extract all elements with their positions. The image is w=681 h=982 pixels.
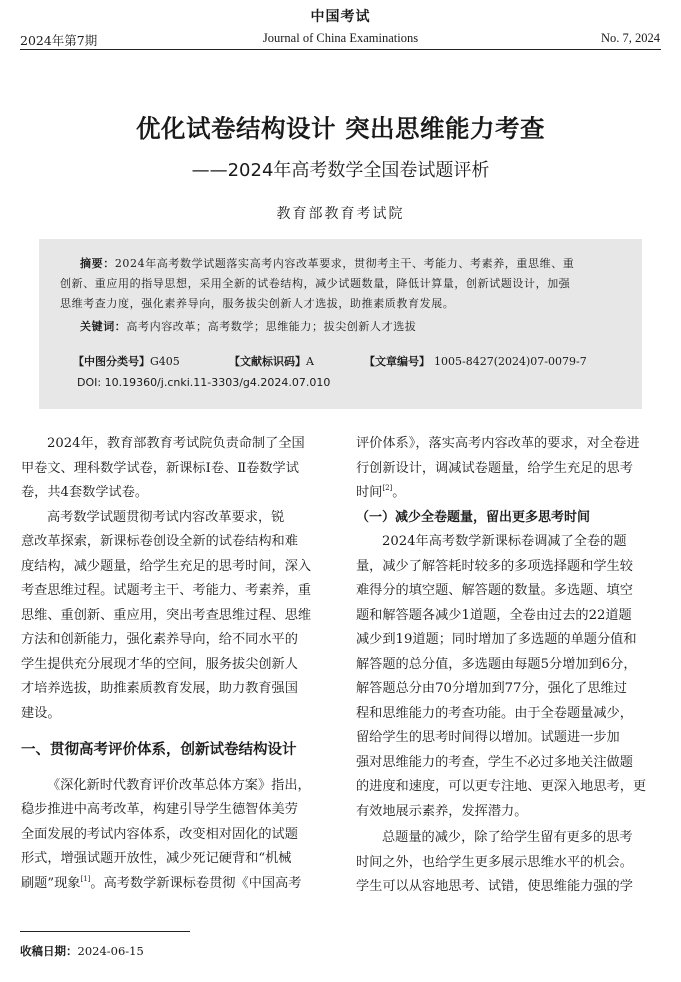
paragraph-line: 有效地展示素养，发挥潜力。 <box>356 803 528 819</box>
clc-value: G405 <box>150 355 180 368</box>
paragraph-text: 刷题”现象 <box>21 875 81 891</box>
keywords-line <box>80 318 416 336</box>
abstract-line: 创新、重应用的指导思想，采用全新的试卷结构，减少试题数量，降低计算量，创新试题设计，加强 <box>60 277 571 290</box>
abstract-line <box>80 255 574 273</box>
paragraph-line: 稳步推进中高考改革，构建引导学生德智体美劳 <box>21 802 298 817</box>
doc-code-field <box>229 353 314 369</box>
paragraph-text: 。 <box>392 485 406 500</box>
doc-code-value: A <box>306 355 314 368</box>
paragraph-line: 2024年，教育部教育考试院负责命制了全国 <box>47 436 305 451</box>
keywords-label: 关键词： <box>80 320 127 333</box>
article-title: 优化试卷结构设计 突出思维能力考查 <box>135 114 546 143</box>
paragraph-line <box>21 872 326 897</box>
paragraph-line: 强对思维能力的考查，学生不必过多地关注做题 <box>356 754 633 770</box>
paragraph-line <box>356 481 661 506</box>
header-divider <box>20 49 661 50</box>
paragraph-line: 意改革探索，新课标卷创设全新的试卷结构和难 <box>21 534 298 549</box>
article-number-field <box>364 353 587 369</box>
paragraph-line: 考查思维过程。试题考主干、考能力、考素养，重 <box>21 583 312 598</box>
paragraph-line: 总题量的减少，除了给学生留有更多的思考 <box>382 830 633 845</box>
paragraph-line: 行创新设计，调减试卷题量，给学生充足的思考 <box>356 460 633 476</box>
received-date-label: 收稿日期： <box>20 944 78 958</box>
paragraph-line: 方法和创新能力，强化素养导向，给不同水平的 <box>21 632 298 647</box>
doi-link[interactable]: DOI: 10.19360/j.cnki.11-3303/g4.2024.07.010 <box>77 376 331 389</box>
clc-label: 【中图分类号】 <box>73 355 150 368</box>
received-date <box>20 943 144 959</box>
paragraph-line: 的进度和速度，可以更专注地、更深入地思考，更 <box>356 779 647 794</box>
section-heading: 一、贯彻高考评价体系，创新试卷结构设计 <box>21 742 297 758</box>
paragraph-line: 建设。 <box>21 705 61 721</box>
received-date-value: 2024-06-15 <box>77 944 144 958</box>
paragraph-line: 高考数学试题贯彻考试内容改革要求，锐 <box>47 509 285 525</box>
clc-field <box>73 353 180 369</box>
paragraph-line: 减少到19道题；同时增加了多选题的单题分值和 <box>356 632 637 647</box>
paragraph-line: 程和思维能力的考查功能。由于全卷题量减少， <box>356 705 633 721</box>
paragraph-line: 甲卷文、理科数学试卷，新课标Ⅰ卷、Ⅱ卷数学试 <box>21 460 299 476</box>
paragraph-line: 难得分的填空题、解答题的数量。多选题、填空 <box>356 583 633 598</box>
issue-label-en: No. 7, 2024 <box>600 31 660 45</box>
paragraph-line: 留给学生的思考时间得以增加。试题进一步加 <box>356 730 620 745</box>
paragraph-line: 量，减少了解答耗时较多的多项选择题和学生较 <box>356 558 633 574</box>
article-number-label: 【文章编号】 <box>364 355 430 368</box>
paragraph-text: 时间 <box>356 485 383 500</box>
paragraph-text: 。高考数学新课标卷贯彻《中国高考 <box>90 875 302 891</box>
paragraph-line: 解答题的总分值，多选题由每题5分增加到6分， <box>356 656 637 672</box>
paragraph-line: 全面发展的考试内容体系，改变相对固化的试题 <box>21 826 298 842</box>
paragraph-line: 形式，增强试题开放性，减少死记硬背和“机械 <box>21 851 292 866</box>
issue-label-cn: 2024年第7期 <box>20 33 98 48</box>
abstract-label: 摘要： <box>80 257 115 270</box>
abstract-box <box>39 239 642 409</box>
paragraph-line: 学生可以从容地思考、试错，使思维能力强的学 <box>356 879 633 894</box>
article-author: 教育部教育考试院 <box>276 206 405 222</box>
journal-name-en: Journal of China Examinations <box>262 31 419 45</box>
body-column-right <box>356 432 661 900</box>
keywords-text: 高考内容改革；高考数学；思维能力；拔尖创新人才选拔 <box>126 320 417 333</box>
citation-ref[interactable]: [1] <box>80 874 91 883</box>
footnote-divider <box>20 931 190 932</box>
paragraph-line: 才培养选拔，助推素质教育发展，助力教育强国 <box>21 681 298 696</box>
abstract-text: 2024年高考数学试题落实高考内容改革要求，贯彻考主干、考能力、考素养，重思维、重 <box>114 257 575 270</box>
subsection-heading: （一）减少全卷题量，留出更多思考时间 <box>356 509 591 525</box>
paragraph-line: 卷，共4套数学试卷。 <box>21 485 149 500</box>
doc-code-label: 【文献标识码】 <box>229 355 306 368</box>
paragraph-line: 题和解答题各减少1道题，全卷由过去的22道题 <box>356 607 632 623</box>
paragraph-line: 学生提供充分展现才华的空间，服务拔尖创新人 <box>21 656 298 672</box>
paragraph-line: 时间之外，也给学生更多展示思维水平的机会。 <box>356 854 633 870</box>
article-subtitle: ——2024年高考数学全国卷试题评析 <box>191 160 490 181</box>
paragraph-line: 解答题总分由70分增加到77分，强化了思维过 <box>356 681 627 696</box>
abstract-line: 思维考查力度，强化素养导向，服务拔尖创新人才选拔，助推素质教育发展。 <box>60 297 455 310</box>
citation-ref[interactable]: [2] <box>382 484 393 492</box>
paragraph-line: 评价体系》，落实高考内容改革的要求，对全卷进 <box>356 436 640 451</box>
paragraph-line: 度结构，减少题量，给学生充足的思考时间，深入 <box>21 558 312 574</box>
journal-logo: 中国考试 <box>310 9 371 25</box>
body-column-left <box>21 432 326 896</box>
article-number-value: 1005-8427(2024)07-0079-7 <box>434 355 587 368</box>
paragraph-line: 思维、重创新、重应用，突出考查思维过程、思维 <box>21 607 312 623</box>
paragraph-line: 《深化新时代教育评价改革总体方案》指出， <box>47 777 311 793</box>
paragraph-line: 2024年高考数学新课标卷调减了全卷的题 <box>382 534 627 549</box>
